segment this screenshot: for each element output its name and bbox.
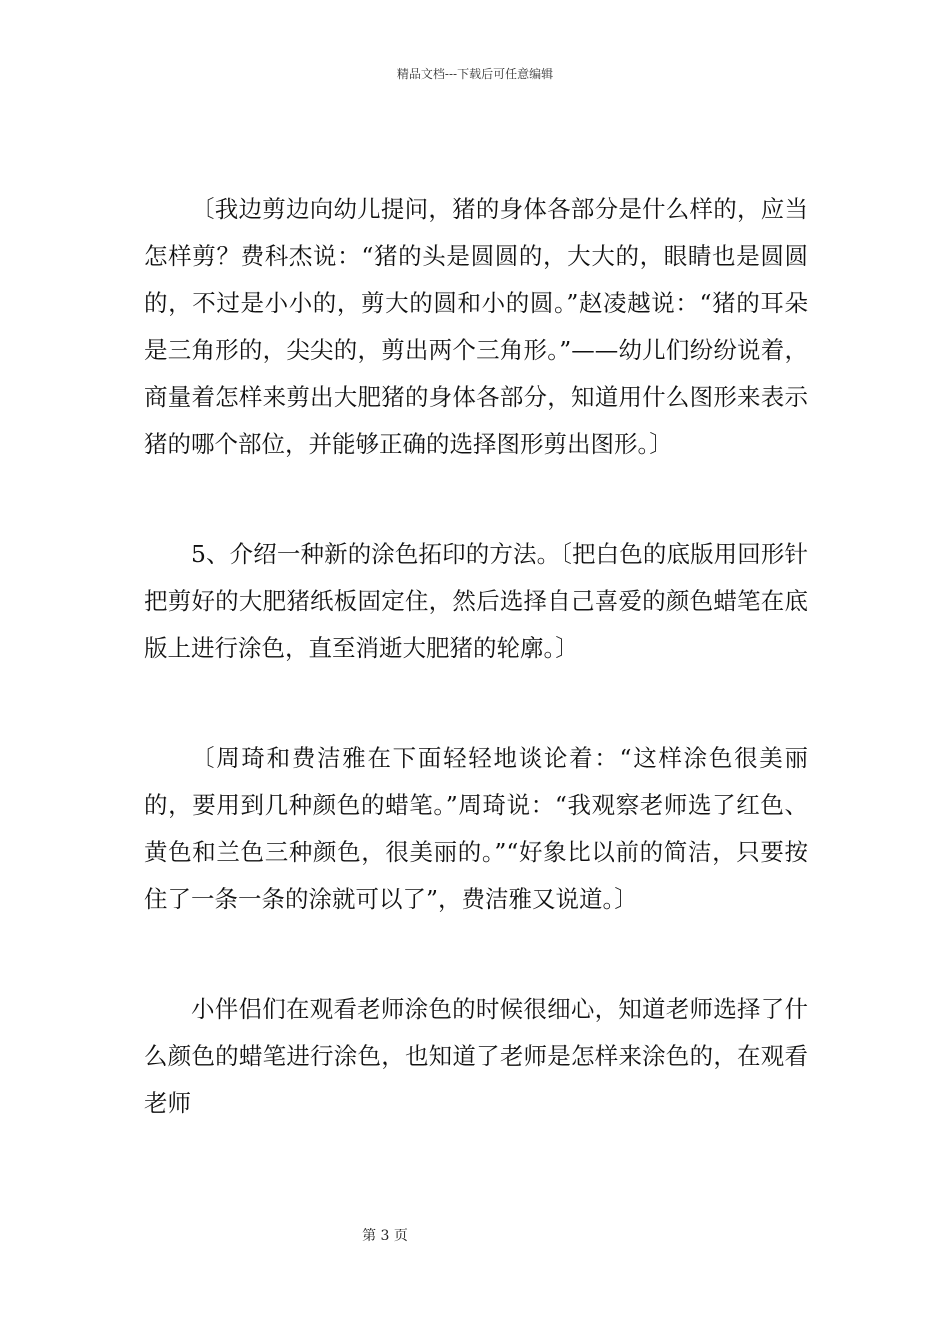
document-body [144, 186, 808, 1127]
paragraph-observation: 小伴侣们在观看老师涂色的时候很细心，知道老师选择了什么颜色的蜡笔进行涂色，也知道了老师是怎样来涂色的，在观看老师 [144, 995, 808, 1117]
page-number: 第 3 页 [362, 1228, 408, 1244]
paragraph-children-conversation: 〔周琦和费洁雅在下面轻轻地谈论着：“这样涂色很美丽的，要用到几种颜色的蜡笔。”周琦说：“我观察老师选了红色、黄色和兰色三种颜色，很美丽的。”“好象比以前的简洁，只要按住了一条一条的涂就可以了”，费洁雅又说道。〕 [144, 744, 808, 913]
page-header: 精品文档---下载后可任意编辑 [396, 67, 554, 81]
paragraph-step-5-coloring-method: 5、介绍一种新的涂色拓印的方法。〔把白色的底版用回形针把剪好的大肥猪纸板固定住，然后选择自己喜爱的颜色蜡笔在底版上进行涂色，直至消逝大肥猪的轮廓。〕 [144, 540, 808, 662]
paragraph-cutting-discussion: 〔我边剪边向幼儿提问，猪的身体各部分是什么样的，应当怎样剪？费科杰说：“猪的头是圆圆的，大大的，眼睛也是圆圆的，不过是小小的，剪大的圆和小的圆。”赵凌越说：“猪的耳朵是三角形的，尖尖的，剪出两个三角形。”——幼儿们纷纷说着，商量着怎样来剪出大肥猪的身体各部分，知道用什么图形来表示猪的哪个部位，并能够正确的选择图形剪出图形。〕 [144, 195, 808, 458]
